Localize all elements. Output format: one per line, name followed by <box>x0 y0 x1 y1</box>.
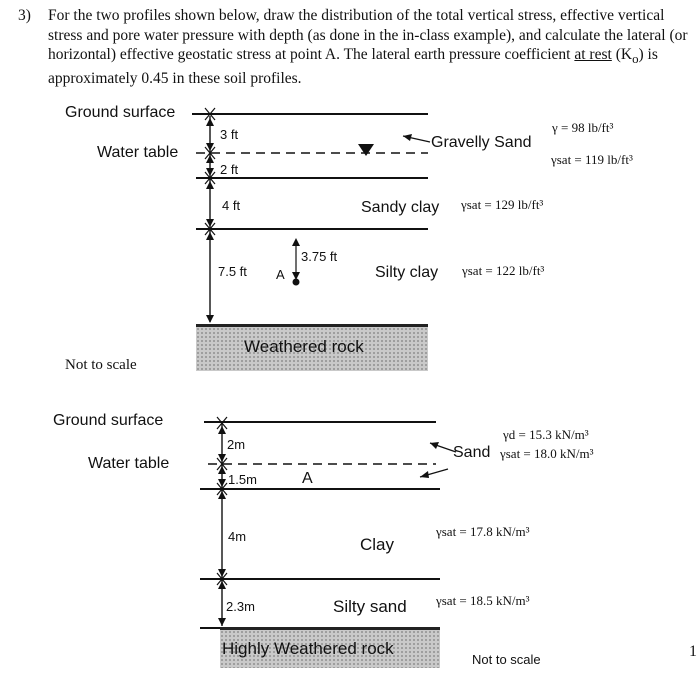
p2-ground-surface-label: Ground surface <box>53 412 164 429</box>
page-number: 1 <box>689 643 697 660</box>
p2-point-a-label: A <box>302 470 313 487</box>
p2-layer1-gd: γd = 15.3 kN/m³ <box>503 427 589 442</box>
p1-point-a-dot <box>293 279 300 286</box>
p2-dim-2-3m: 2.3m <box>226 599 255 614</box>
p1-layer2-name: Sandy clay <box>361 199 440 216</box>
p2-layer1-gsat: γsat = 18.0 kN/m³ <box>500 446 594 461</box>
p1-layer1-name: Gravelly Sand <box>431 134 532 151</box>
p1-layer3-name: Silty clay <box>375 264 439 281</box>
p1-dim-3ft: 3 ft <box>220 127 239 142</box>
p1-rock-label: Weathered rock <box>244 337 364 356</box>
p1-arrowhead <box>292 238 300 246</box>
p2-water-table-label: Water table <box>88 455 170 472</box>
p1-point-a-label: A <box>276 267 285 282</box>
p1-arrowhead <box>403 134 412 141</box>
water-table-triangle-icon <box>358 144 374 156</box>
p2-layer2-name: Clay <box>360 535 395 554</box>
p2-arrowhead <box>420 471 429 478</box>
p1-layer3-gsat: γsat = 122 lb/ft³ <box>462 263 545 278</box>
p2-layer1-name: Sand <box>453 444 491 461</box>
p1-dim-7-5ft: 7.5 ft <box>218 264 247 279</box>
p1-arrowhead <box>206 315 214 323</box>
question-number: 3) <box>18 7 31 24</box>
question-text: For the two profiles shown below, draw the distribution of the total vertical stress, effective vertical stress and pore water pressure with depth (as done in the in-class example), and calculate the lateral (or horizontal) effective geostatic stress at point A. The lateral earth pressure coefficient at rest $(K_o)$ is approximately 0.45 in these soil profiles. <box>48 7 688 87</box>
p2-dim-4m: 4m <box>228 529 247 544</box>
p1-arrowhead <box>206 118 214 126</box>
p2-dim-2m: 2m <box>227 437 246 452</box>
p2-dim-1-5m: 1.5m <box>228 472 257 487</box>
p1-dim-4ft: 4 ft <box>222 198 241 213</box>
p1-dim-3-75ft: 3.75 ft <box>301 249 338 264</box>
at-rest-underline: at rest <box>574 46 612 63</box>
p1-dim-2ft: 2 ft <box>220 162 239 177</box>
p2-arrowhead <box>218 618 226 626</box>
p2-layer3-gsat: γsat = 18.5 kN/m³ <box>436 593 530 608</box>
p1-ground-surface-label: Ground surface <box>65 104 176 121</box>
p1-not-to-scale: Not to scale <box>65 357 137 373</box>
p2-rock-label: Highly Weathered rock <box>222 639 394 658</box>
p2-not-to-scale: Not to scale <box>472 652 541 667</box>
p1-layer1-gsat: γsat = 119 lb/ft³ <box>551 152 633 167</box>
p1-layer1-gamma: γ = 98 lb/ft³ <box>552 120 614 135</box>
p2-layer2-gsat: γsat = 17.8 kN/m³ <box>436 524 530 539</box>
p1-layer2-gsat: γsat = 129 lb/ft³ <box>461 197 544 212</box>
p1-water-table-label: Water table <box>97 144 179 161</box>
p2-layer3-name: Silty sand <box>333 597 407 616</box>
